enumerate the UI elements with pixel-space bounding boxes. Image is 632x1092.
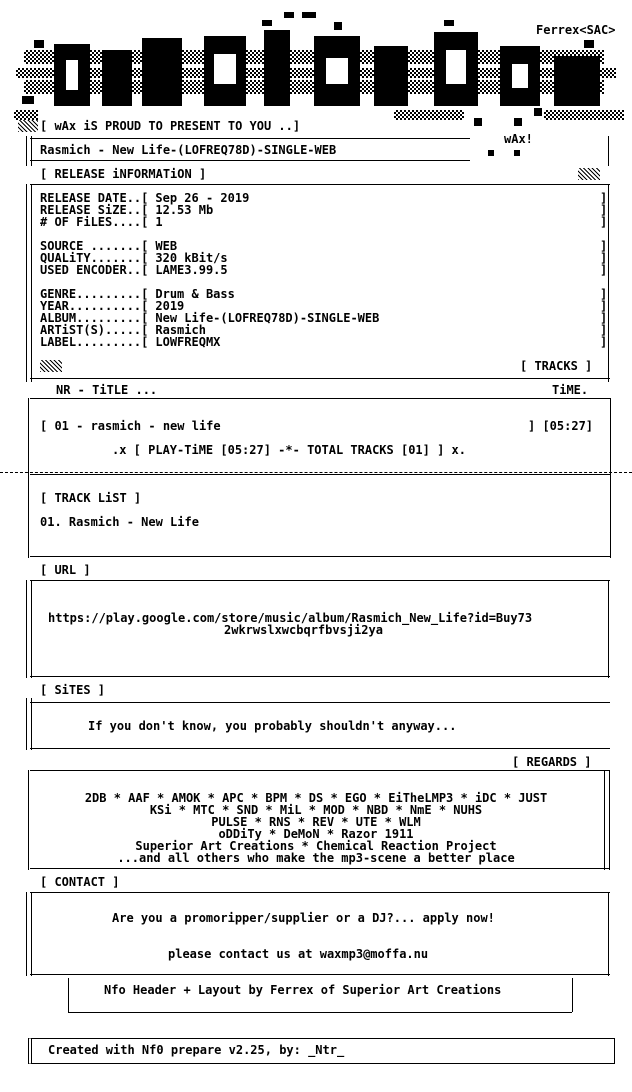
track-row: [ 01 - rasmich - new life [40,419,221,433]
layout-credit: Nfo Header + Layout by Ferrex of Superior Art Creations [104,983,502,997]
info-row [40,264,228,276]
info-value: 2019 [155,299,185,313]
info-label: RELEASE DATE..[ [40,191,149,205]
info-label: LABEL.........[ [40,335,149,349]
regards-line: KSi * MTC * SND * MiL * MOD * NBD * NmE * NUHS [149,803,483,817]
contact-line-1: Are you a promoripper/supplier or a DJ?... apply now! [112,911,495,925]
regards-line: PULSE * RNS * REV * UTE * WLM [211,815,421,829]
logo-sub: wAx! [504,132,533,146]
info-value: 320 kBit/s [155,251,228,265]
tagline: [ wAx iS PROUD TO PRESENT TO YOU ..] [40,119,301,133]
info-value: WEB [155,239,178,253]
info-value: LAME3.99.5 [155,263,228,277]
info-value: Rasmich [155,323,206,337]
info-label: QUALiTY.......[ [40,251,149,265]
info-label: RELEASE SiZE..[ [40,203,149,217]
track-time: ] [05:27] [528,419,594,433]
info-label: USED ENCODER..[ [40,263,149,277]
contact-line-2: please contact us at waxmp3@moffa.nu [168,947,429,961]
info-label: ALBUM.........[ [40,311,149,325]
info-label: SOURCE .......[ [40,239,149,253]
info-value: Sep 26 - 2019 [155,191,250,205]
info-bracket: ] [600,299,608,313]
info-bracket: ] [600,287,608,301]
regards-line: oDDiTy * DeMoN * Razor 1911 [218,827,414,841]
info-label: ARTiST(S).....[ [40,323,149,337]
wax-logo [14,10,624,120]
info-bracket: ] [600,239,608,253]
url-heading: [ URL ] [40,563,91,577]
info-bracket: ] [600,335,608,349]
regards-line: Superior Art Creations * Chemical Reaction Project [135,839,497,853]
sites-heading: [ SiTES ] [40,683,106,697]
track-list-heading: [ TRACK LiST ] [40,491,142,505]
info-value: 12.53 Mb [155,203,214,217]
col-time: TiME. [552,383,589,397]
info-bracket: ] [600,311,608,325]
info-value: 1 [155,215,163,229]
tracks-label: [ TRACKS ] [520,359,593,373]
regards-heading: [ REGARDS ] [512,755,592,769]
info-bracket: ] [600,251,608,265]
info-bracket: ] [600,323,608,337]
info-value: New Life-(LOFREQ78D)-SINGLE-WEB [155,311,380,325]
created-with: Created with Nf0 prepare v2.25, by: _Ntr_ [48,1043,345,1057]
info-label: # OF FiLES....[ [40,215,149,229]
url-line-2: 2wkrwslxwcbqrfbvsji2ya [224,623,383,637]
regards-line: ...and all others who make the mp3-scene a better place [117,851,515,865]
sites-text: If you don't know, you probably shouldn't anyway... [88,719,457,733]
regards-line: 2DB * AAF * AMOK * APC * BPM * DS * EGO * EiTheLMP3 * iDC * JUST [84,791,548,805]
info-bracket: ] [600,203,608,217]
info-bracket: ] [600,215,608,229]
col-title: NR - TiTLE ... [56,383,158,397]
release-info-heading: [ RELEASE iNFORMATiON ] [40,167,207,181]
track-list-item: 01. Rasmich - New Life [40,515,199,529]
info-row [40,216,163,228]
tracks-summary: .x [ PLAY-TiME [05:27] -*- TOTAL TRACKS [01] ] x. [112,443,467,457]
url-line-1: https://play.google.com/store/music/album/Rasmich_New_Life?id=Buy73 [48,611,533,625]
info-bracket: ] [600,191,608,205]
info-bracket: ] [600,263,608,277]
info-value: LOWFREQMX [155,335,221,349]
info-label: GENRE.........[ [40,287,149,301]
info-value: Drum & Bass [155,287,235,301]
info-row [40,336,220,348]
header-credit: Ferrex<SAC> [536,23,616,37]
info-label: YEAR..........[ [40,299,149,313]
contact-heading: [ CONTACT ] [40,875,120,889]
release-name: Rasmich - New Life-(LOFREQ78D)-SINGLE-WEB [40,143,337,157]
